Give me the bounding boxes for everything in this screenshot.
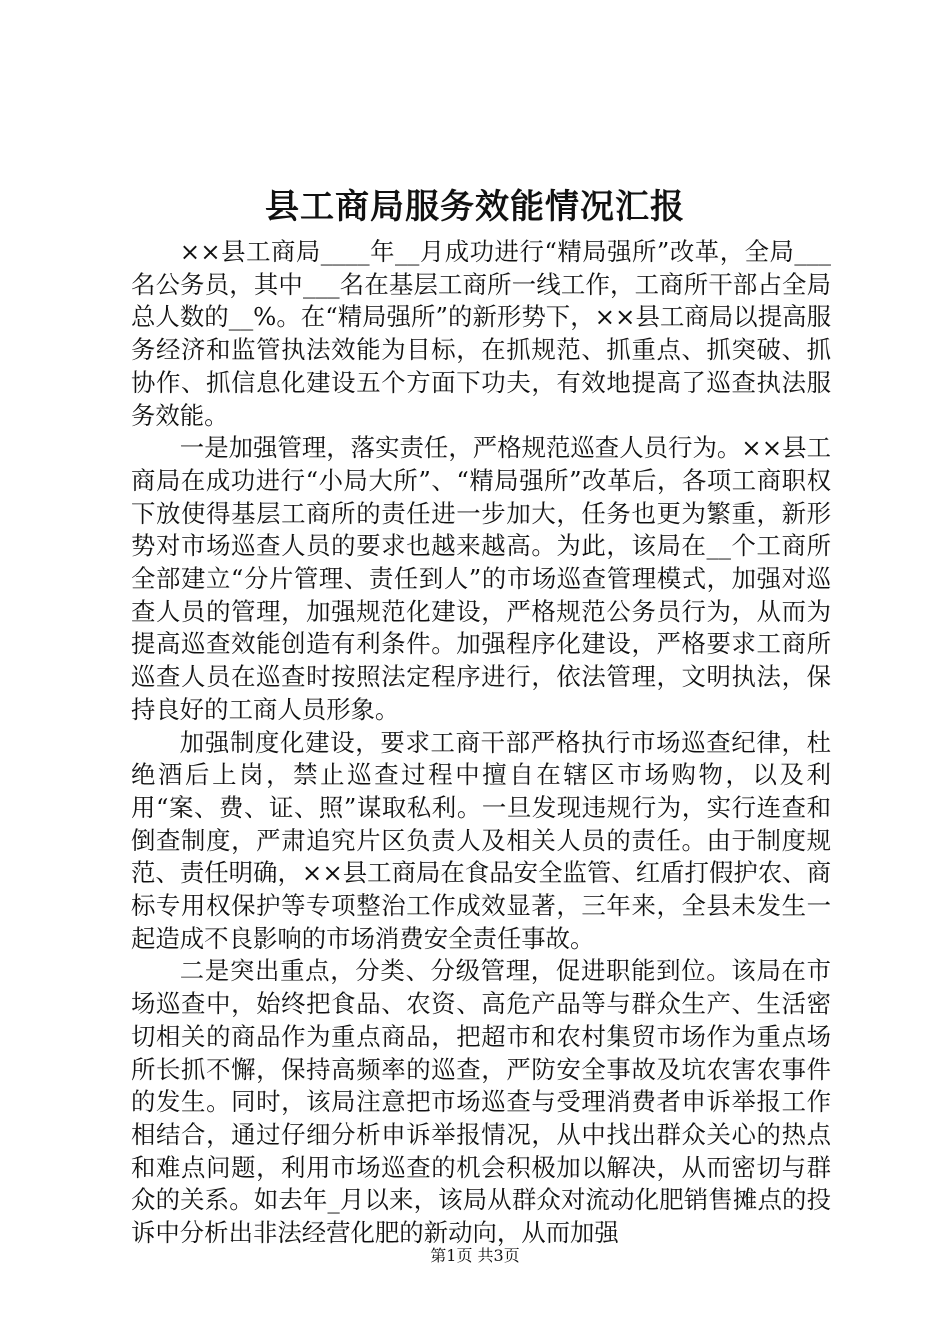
paragraph-institution: 加强制度化建设，要求工商干部严格执行市场巡查纪律，杜绝酒后上岗，禁止巡查过程中擅自在辖区市场购物，以及利用“案、费、证、照”谋取私利。一旦发现违规行为，实行连查和倒查制度，严肃追究片区负责人及相关人员的责任。由于制度规范、责任明确，××县工商局在食品安全监管、红盾打假护农、商标专用权保护等专项整治工作成效显著，三年来，全县未发生一起造成不良影响的市场消费安全责任事故。 bbox=[131, 727, 831, 953]
paragraph-key-points: 二是突出重点，分类、分级管理，促进职能到位。该局在市场巡查中，始终把食品、农资、高危产品等与群众生产、生活密切相关的商品作为重点商品，把超市和农村集贸市场作为重点场所长抓不懈，保持高频率的巡查，严防安全事故及坑农害农事件的发生。同时，该局注意把市场巡查与受理消费者申诉举报工作相结合，通过仔细分析申诉举报情况，从中找出群众关心的热点和难点问题，利用市场巡查的机会积极加以解决，从而密切与群众的关系。如去年_月以来，该局从群众对流动化肥销售摊点的投诉中分析出非法经营化肥的新动向，从而加强 bbox=[131, 956, 831, 1248]
document-title: 县工商局服务效能情况汇报 bbox=[265, 187, 685, 227]
paragraph-management: 一是加强管理，落实责任，严格规范巡查人员行为。××县工商局在成功进行“小局大所”、“精局强所”改革后，各项工商职权下放使得基层工商所的责任进一步加大，任务也更为繁重，新形势对市场巡查人员的要求也越来越高。为此，该局在__个工商所全部建立“分片管理、责任到人”的市场巡查管理模式，加强对巡查人员的管理，加强规范化建设，严格规范公务员行为，从而为提高巡查效能创造有利条件。加强程序化建设，严格要求工商所巡查人员在巡查时按照法定程序进行，依法管理，文明执法，保持良好的工商人员形象。 bbox=[131, 433, 831, 724]
paragraph-intro: ××县工商局____年__月成功进行“精局强所”改革，全局___名公务员，其中___名在基层工商所一线工作，工商所干部占全局总人数的__%。在“精局强所”的新形势下，××县工商局以提高服务经济和监管执法效能为目标，在抓规范、抓重点、抓突破、抓协作、抓信息化建设五个方面下功夫，有效地提高了巡查执法服务效能。 bbox=[131, 237, 831, 430]
document-body bbox=[131, 236, 831, 1250]
page-number: 第1页 共3页 bbox=[430, 1246, 520, 1265]
